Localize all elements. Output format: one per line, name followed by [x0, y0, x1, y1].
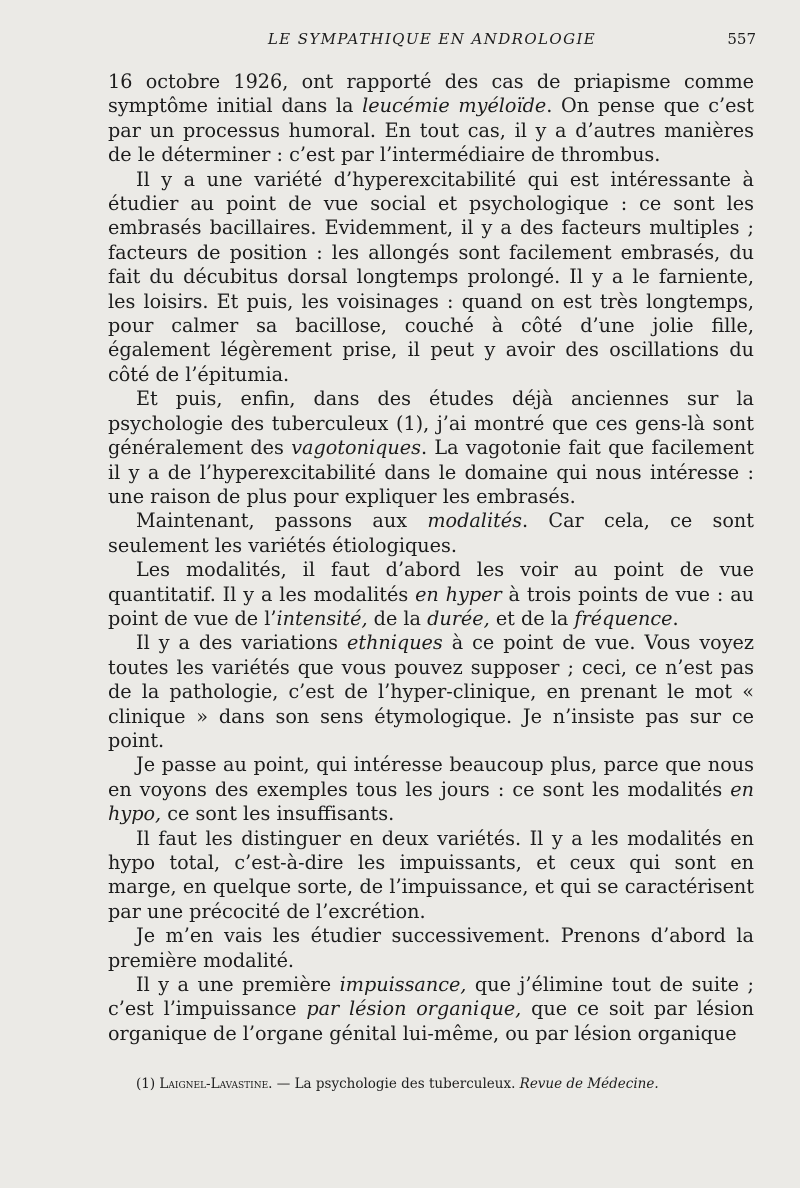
italic-text: fréquence — [574, 606, 673, 630]
footnote-marker: (1) — [136, 1076, 156, 1092]
text-run: ce sont les insuffisants. — [161, 802, 395, 826]
paragraph — [108, 70, 754, 168]
footnote-dash: — — [272, 1076, 295, 1092]
italic-text: modalités — [427, 509, 522, 533]
text-run: et de la — [489, 606, 575, 630]
footnote-author: Laignel-Lavastine. — [159, 1076, 273, 1092]
italic-text: en hyper — [415, 582, 502, 606]
paragraph — [108, 387, 754, 509]
paragraph — [108, 827, 754, 925]
text-run: à ce point de vue. Vous voyez toutes les variétés que vous pouvez supposer ; ceci, ce n’est pas de la pathologie, c’est de l’hyper-clinique, en prenant le mot « clinique » dans son sens étymologique. Je n’insiste pas sur ce point. — [108, 631, 755, 752]
text-run: 16 octobre 1926, ont rapporté des cas de priapisme comme symptôme initial dans la — [108, 70, 754, 118]
paragraph — [108, 924, 754, 973]
italic-text: par lésion organique, — [306, 997, 522, 1021]
page-number: 557 — [727, 30, 756, 48]
text-run: Et puis, enfin, dans des études déjà anciennes sur la psychologie des tuberculeux (1), j’ai montré que ces gens-là sont généralement des — [108, 387, 754, 460]
paragraph — [108, 631, 754, 753]
text-run: . La vagotonie fait que facilement il y a de l’hyperexcitabilité dans le domaine qui nous intéresse : une raison de plus pour expliquer les embrasés. — [108, 436, 754, 508]
text-run: Les modalités, il faut d’abord les voir au point de vue quantitatif. Il y a les modalités — [108, 558, 754, 606]
italic-text: impuissance, — [339, 973, 467, 997]
text-run: Je m’en vais les étudier successivement. Prenons d’abord la première modalité. — [108, 924, 754, 972]
italic-text: en hypo, — [108, 777, 754, 826]
paragraph — [108, 973, 754, 1046]
text-run: que j’élimine tout de suite ; c’est l’impuissance — [108, 973, 754, 1021]
text-run: à trois points de vue : au point de vue de l’ — [108, 582, 755, 630]
text-run: Je passe au point, qui intéresse beaucoup plus, parce que nous en voyons des exemples tous les jours : ce sont les modalités — [108, 753, 754, 801]
text-run: Il y a une première — [136, 973, 340, 997]
paragraph — [108, 558, 754, 631]
footnote-journal: Revue de Médecine. — [519, 1076, 659, 1092]
page-header — [108, 30, 756, 52]
text-run: Il y a des variations — [136, 631, 347, 655]
text-run: . Car cela, ce sont seulement les variétés étiologiques. — [108, 509, 754, 557]
text-run: Il faut les distinguer en deux variétés. Il y a les modalités en hypo total, c’est-à-dire les impuissants, et ceux qui sont en marge, en quelque sorte, de l’impuissance, et qui se caractérisent par une précocité de l’excrétion. — [108, 826, 754, 923]
text-run: de la — [367, 606, 428, 630]
paragraph — [108, 168, 754, 388]
footnote-text: La psychologie des tuberculeux. — [294, 1076, 520, 1092]
italic-text: ethniques — [347, 631, 443, 655]
text-run: . On pense que c’est par un processus humoral. En tout cas, il y a d’autres manières de le déterminer : c’est par l’intermédiaire de thrombus. — [108, 94, 754, 167]
italic-text: durée, — [427, 606, 490, 630]
text-run: Il y a une variété d’hyperexcitabilité qui est intéressante à étudier au point de vue social et psychologique : ce sont les embrasés bacillaires. Evidemment, il y a des facteurs multiples ; facteurs de position : les allongés sont facilement embrasés, du fait du décubitus dorsal longtemps prolongé. Il y a le farniente, les loisirs. Et puis, les voisinages : quand on est très longtemps, pour calmer sa bacillose, couché à côté d’une jolie fille, également légèrement prise, il peut y avoir des oscillations du côté de l’épitumia. — [108, 167, 754, 386]
text-run: Maintenant, passons aux — [136, 509, 428, 533]
body-text — [108, 70, 754, 1046]
footnote — [108, 1075, 754, 1093]
italic-text: leucémie myéloïde — [362, 94, 547, 118]
text-run: . — [672, 606, 679, 630]
paragraph — [108, 753, 754, 826]
italic-text: vagotoniques — [291, 436, 421, 460]
text-run: que ce soit par lésion organique de l’organe génital lui-même, ou par lésion organique — [108, 997, 754, 1045]
paragraph — [108, 509, 754, 558]
running-title: LE SYMPATHIQUE EN ANDROLOGIE — [267, 30, 597, 48]
italic-text: intensité, — [276, 606, 368, 630]
